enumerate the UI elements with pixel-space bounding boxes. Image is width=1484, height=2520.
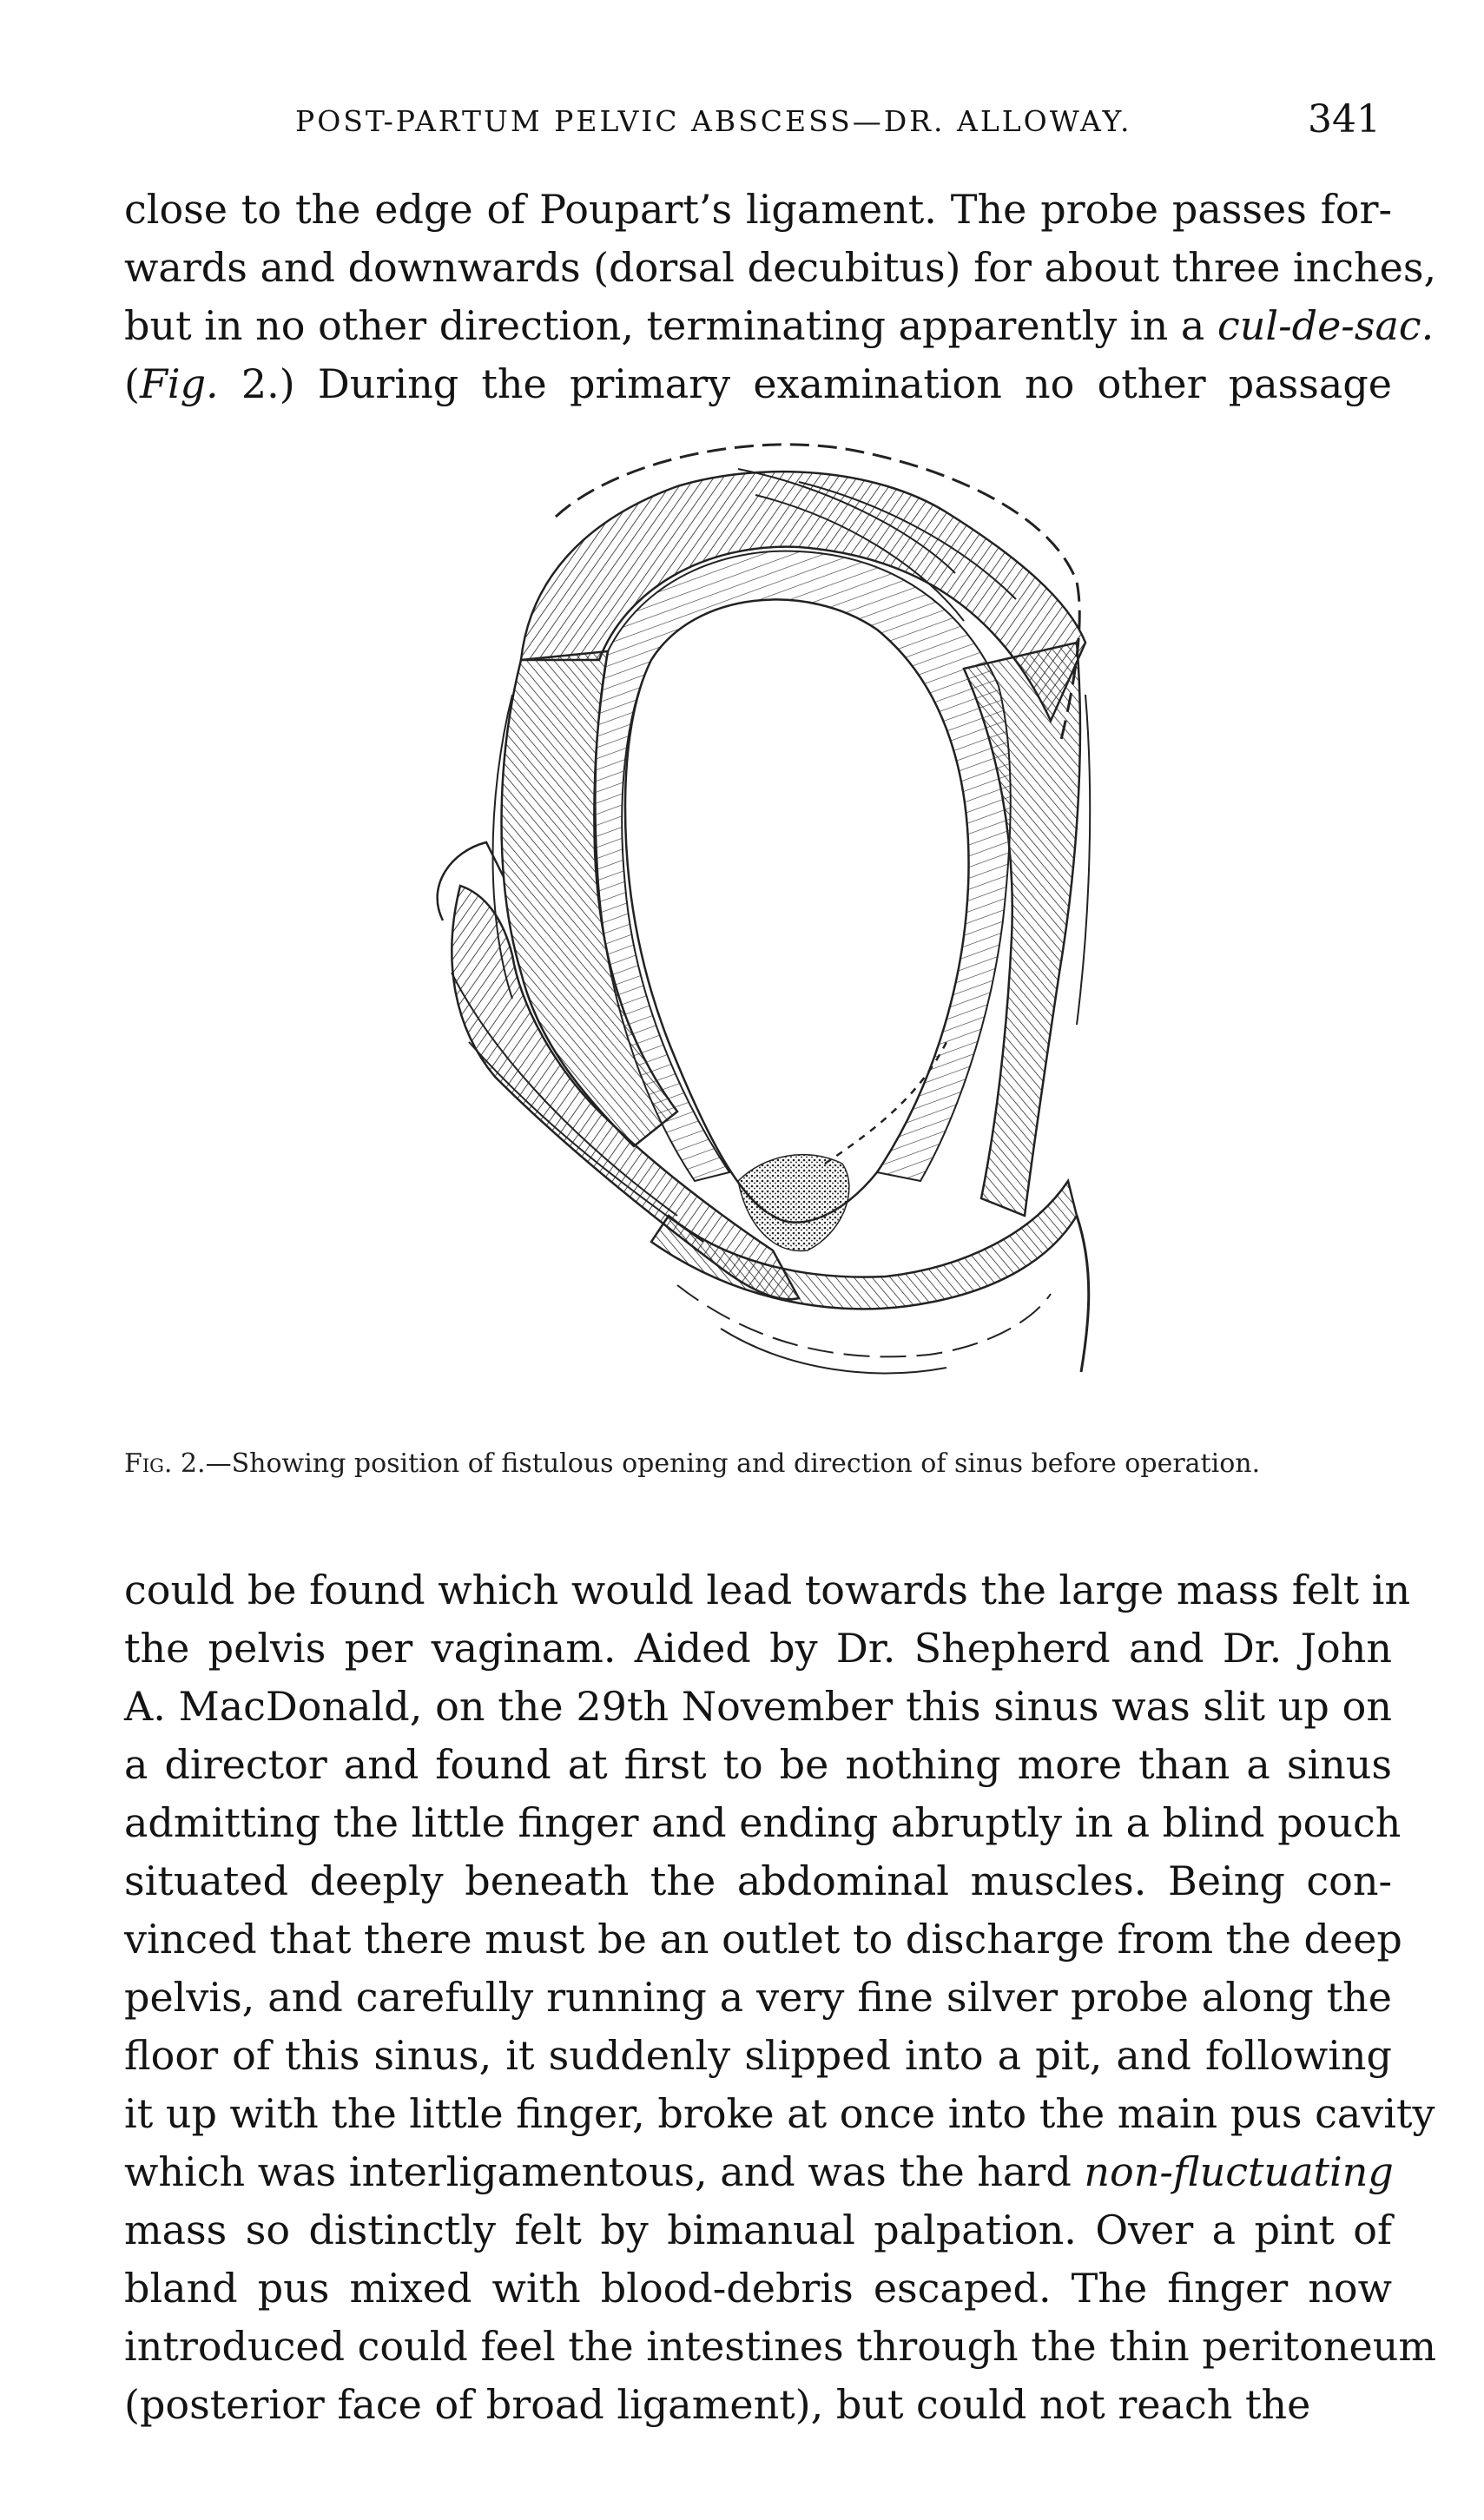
text-line: which was interligamentous, and was the hard non-fluctuating xyxy=(124,2148,1394,2195)
italic-fig-ref: Fig. xyxy=(139,360,219,407)
figure-caption xyxy=(124,1448,1392,1479)
italic-term: cul-de-sac. xyxy=(1217,302,1435,349)
text-line: introduced could feel the intestines through the thin peritoneum xyxy=(124,2323,1436,2370)
figure-label: Fig. 2. xyxy=(124,1448,206,1479)
text-line: could be found which would lead towards the large mass felt in xyxy=(124,1567,1411,1613)
text-line: mass so distinctly felt by bimanual palpation. Over a pint of xyxy=(124,2207,1392,2253)
running-title: POST-PARTUM PELVIC ABSCESS—DR. ALLOWAY. xyxy=(295,104,1132,138)
paragraph-top xyxy=(124,181,1437,413)
text-line: (Fig. 2.) During the primary examination no other passage xyxy=(124,360,1392,407)
text-line: but in no other direction, terminating apparently in a cul-de-sac. xyxy=(124,302,1435,349)
text-line: floor of this sinus, it suddenly slipped into a pit, and following xyxy=(124,2032,1392,2079)
paragraph-bottom xyxy=(124,1561,1436,2434)
text-line: close to the edge of Poupart’s ligament. The probe passes for- xyxy=(124,186,1392,233)
caption-text: —Showing position of fistulous opening and direction of sinus before operation. xyxy=(205,1448,1261,1479)
page-number: 341 xyxy=(1308,97,1381,142)
text-line: it up with the little finger, broke at once into the main pus cavity xyxy=(124,2090,1435,2137)
text-line: vinced that there must be an outlet to discharge from the deep xyxy=(124,1916,1402,1963)
text-line: the pelvis per vaginam. Aided by Dr. Shepherd and Dr. John xyxy=(124,1625,1392,1672)
text-line: admitting the little finger and ending abruptly in a blind pouch xyxy=(124,1799,1402,1846)
text-line: situated deeply beneath the abdominal muscles. Being con- xyxy=(124,1857,1392,1904)
text-line: wards and downwards (dorsal decubitus) for about three inches, xyxy=(124,244,1437,291)
engraving-illustration xyxy=(391,434,1138,1441)
text-line: pelvis, and carefully running a very fine silver probe along the xyxy=(124,1974,1392,2021)
running-head xyxy=(130,97,1381,149)
text-line: bland pus mixed with blood-debris escaped. The finger now xyxy=(124,2265,1392,2312)
figure-illustration xyxy=(391,434,1138,1441)
text-line: a director and found at first to be nothing more than a sinus xyxy=(124,1741,1392,1788)
text-line: (posterior face of broad ligament), but could not reach the xyxy=(124,2381,1311,2428)
italic-term: non-fluctuating xyxy=(1084,2148,1394,2195)
text-line: A. MacDonald, on the 29th November this sinus was slit up on xyxy=(124,1683,1392,1730)
